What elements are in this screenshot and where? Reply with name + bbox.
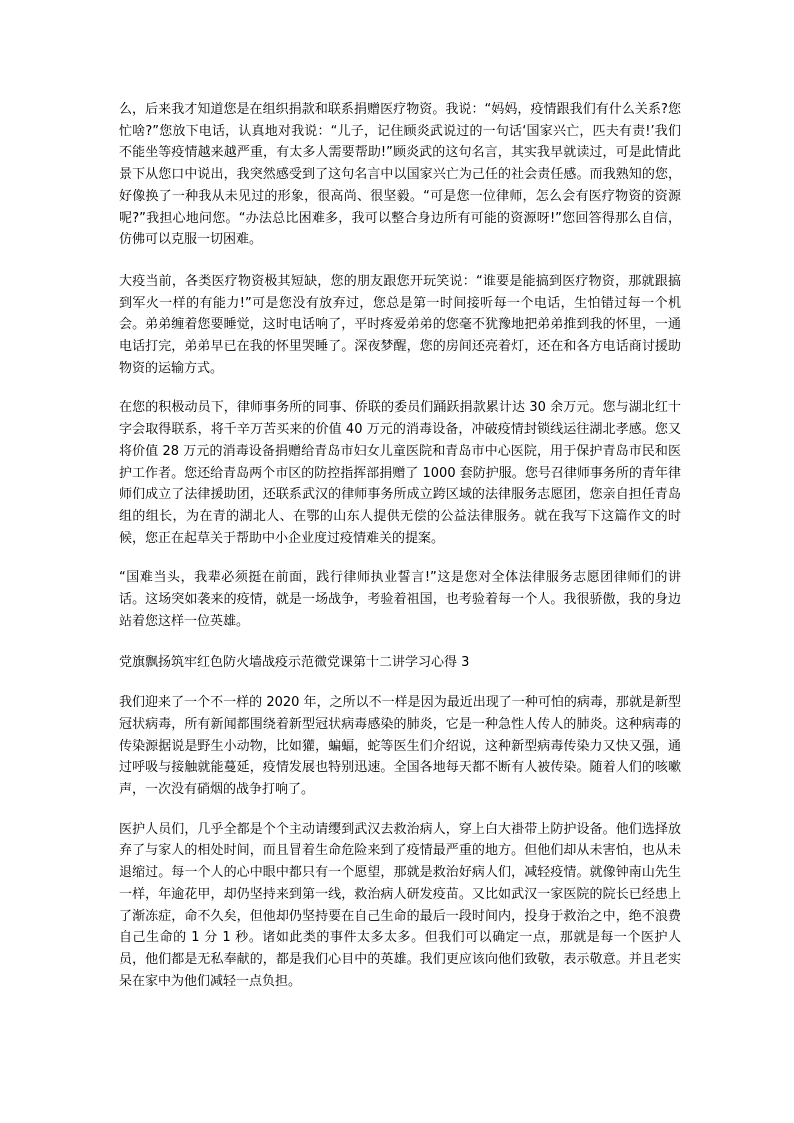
paragraph-3: 在您的积极动员下，律师事务所的同事、侨联的委员们踊跃捐款累计达 30 余万元。您与湖北红十字会取得联系，将千辛万苦买来的价值 40 万元的消毒设备，冲破疫情封锁线运往湖北孝感。您又将价值 28 万元的消毒设备捐赠给青岛市妇女儿童医院和青岛市中心医院，用于保护青岛市民和医护工作者。您还给青岛两个市区的防控指挥部捐赠了 1000 套防护服。您号召律师事务所的青年律师们成立了法律援助团，还联系武汉的律师事务所成立跨区域的法律服务志愿团，您亲自担任青岛组的组长，为在青的湖北人、在鄂的山东人提供无偿的公益法律服务。就在我写下这篇作文的时候，您正在起草关于帮助中小企业度过疫情难关的提案。	[119, 400, 681, 546]
paragraph-4: “国难当头，我辈必须挺在前面，践行律师执业誓言!”这是您对全体法律服务志愿团律师们的讲话。这场突如袭来的疫情，就是一场战争，考验着祖国，也考验着每一个人。我很骄傲，我的身边站着您这样一位英雄。	[119, 570, 681, 629]
paragraph-6: 医护人员们，几乎全都是个个主动请缨到武汉去救治病人，穿上白大褂带上防护设备。他们选择放弃了与家人的相处时间，而且冒着生命危险来到了疫情最严重的地方。但他们却从未害怕，也从未退缩过。每一个人的心中眼中都只有一个愿望，那就是救治好病人们，减轻疫情。就像钟南山先生一样，年逾花甲，却仍坚持来到第一线，救治病人研发疫苗。又比如武汉一家医院的院长已经患上了渐冻症，命不久矣，但他却仍坚持要在自己生命的最后一段时间内，投身于救治之中，绝不浪费自己生命的 1 分 1 秒。诸如此类的事件太多太多。但我们可以确定一点，那就是每一个医护人员，他们都是无私奉献的，都是我们心目中的英雄。我们更应该向他们致敬，表示敬意。并且老实呆在家中为他们减轻一点负担。	[119, 821, 681, 989]
paragraph-1: 么，后来我才知道您是在组织捐款和联系捐赠医疗物资。我说：“妈妈，疫情跟我们有什么关系?您忙啥?”您放下电话，认真地对我说：“儿子，记住顾炎武说过的一句话‘国家兴亡，匹夫有责!’我们不能坐等疫情越来越严重，有太多人需要帮助!”顾炎武的这句名言，其实我早就读过，可是此情此景下从您口中说出，我突然感受到了这句名言中以国家兴亡为己任的社会责任感。而我熟知的您，好像换了一种我从未见过的形象，很高尚、很坚毅。“可是您一位律师，怎么会有医疗物资的资源呢?”我担心地问您。“办法总比困难多，我可以整合身边所有可能的资源呀!”您回答得那么自信，仿佛可以克服一切困难。	[119, 102, 681, 248]
paragraph-2: 大疫当前，各类医疗物资极其短缺，您的朋友跟您开玩笑说：“谁要是能搞到医疗物资，那就跟搞到军火一样的有能力!”可是您没有放弃过，您总是第一时间接听每一个电话，生怕错过每一个机会。弟弟缠着您要睡觉，这时电话响了，平时疼爱弟弟的您毫不犹豫地把弟弟推到我的怀里，一通电话打完，弟弟早已在我的怀里哭睡了。深夜梦醒，您的房间还亮着灯，还在和各方电话商讨援助物资的运输方式。	[119, 273, 681, 376]
section-heading: 党旗飘扬筑牢红色防火墙战疫示范微党课第十二讲学习心得 3	[119, 655, 470, 671]
document-page	[119, 99, 681, 992]
paragraph-5: 我们迎来了一个不一样的 2020 年，之所以不一样是因为最近出现了一种可怕的病毒，那就是新型冠状病毒，所有新闻都围绕着新型冠状病毒感染的肺炎，它是一种急性人传人的肺炎。这种病毒的传染源据说是野生小动物，比如獾，蝙蝠，蛇等医生们介绍说，这种新型病毒传染力又快又强，通过呼吸与接触就能蔓延，疫情发展也特别迅速。全国各地每天都不断有人被传染。随着人们的咳嗽声，一次没有硝烟的战争打响了。	[119, 695, 681, 797]
